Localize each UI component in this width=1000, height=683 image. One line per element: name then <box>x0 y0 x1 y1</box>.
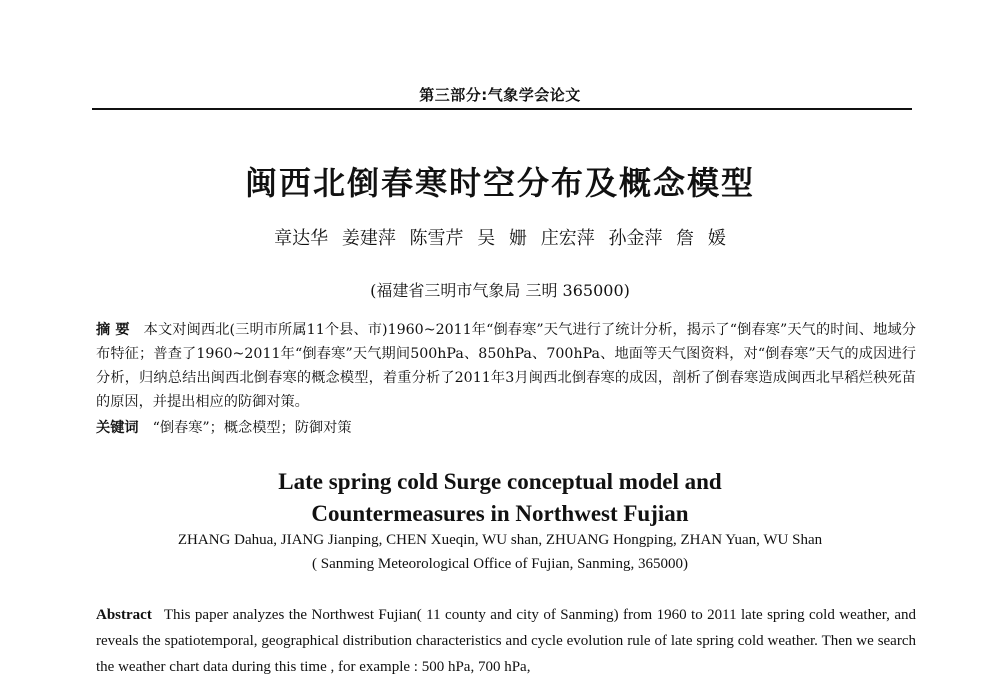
keywords-chinese-label: 关键词 <box>96 420 139 436</box>
affiliation-chinese: (福建省三明市气象局 三明 365000) <box>370 281 630 300</box>
paper-title-english <box>0 466 1000 530</box>
paper-title-chinese: 闽西北倒春寒时空分布及概念模型 <box>244 164 755 202</box>
authors-chinese: 章达华 姜建萍 陈雪芹 吴 姗 庄宏萍 孙金萍 詹 媛 <box>274 228 726 249</box>
paper-title-english-line1: Late spring cold Surge conceptual model and <box>278 469 722 494</box>
abstract-english <box>96 602 916 680</box>
keywords-chinese <box>96 416 916 440</box>
paper-title-english-line2: Countermeasures in Northwest Fujian <box>311 501 689 526</box>
abstract-english-text: This paper analyzes the Northwest Fujian( 11 county and city of Sanming) from 1960 to 2011 late spring cold weather, and reveals the spatiotemporal, geographical distribution characteristics and cycle evolution rule of late spring cold weather. Then we search the weather chart data during this time , for example : 500 hPa, 700 hPa, <box>96 607 916 675</box>
keywords-chinese-text: “倒春寒”；概念模型；防御对策 <box>152 420 352 436</box>
abstract-chinese-text: 本文对闽西北(三明市所属11个县、市)1960~2011年“倒春寒”天气进行了统计分析，揭示了“倒春寒”天气的时间、地域分布特征；普查了1960~2011年“倒春寒”天气期间500hPa、850hPa、700hPa、地面等天气图资料，对“倒春寒”天气的成因进行分析，归纳总结出闽西北倒春寒的概念模型，着重分析了2011年3月闽西北倒春寒的成因，剖析了倒春寒造成闽西北早稻烂秧死苗的原因，并提出相应的防御对策。 <box>96 322 916 410</box>
affiliation-english: ( Sanming Meteorological Office of Fujian, Sanming, 365000) <box>312 556 688 572</box>
authors-english: ZHANG Dahua, JIANG Jianping, CHEN Xueqin, WU shan, ZHUANG Hongping, ZHAN Yuan, WU Shan <box>177 532 823 548</box>
abstract-english-label: Abstract <box>96 607 152 623</box>
header-divider <box>92 108 912 110</box>
abstract-chinese <box>96 318 916 414</box>
abstract-chinese-label: 摘 要 <box>96 322 130 338</box>
section-header: 第三部分:气象学会论文 <box>419 86 581 104</box>
